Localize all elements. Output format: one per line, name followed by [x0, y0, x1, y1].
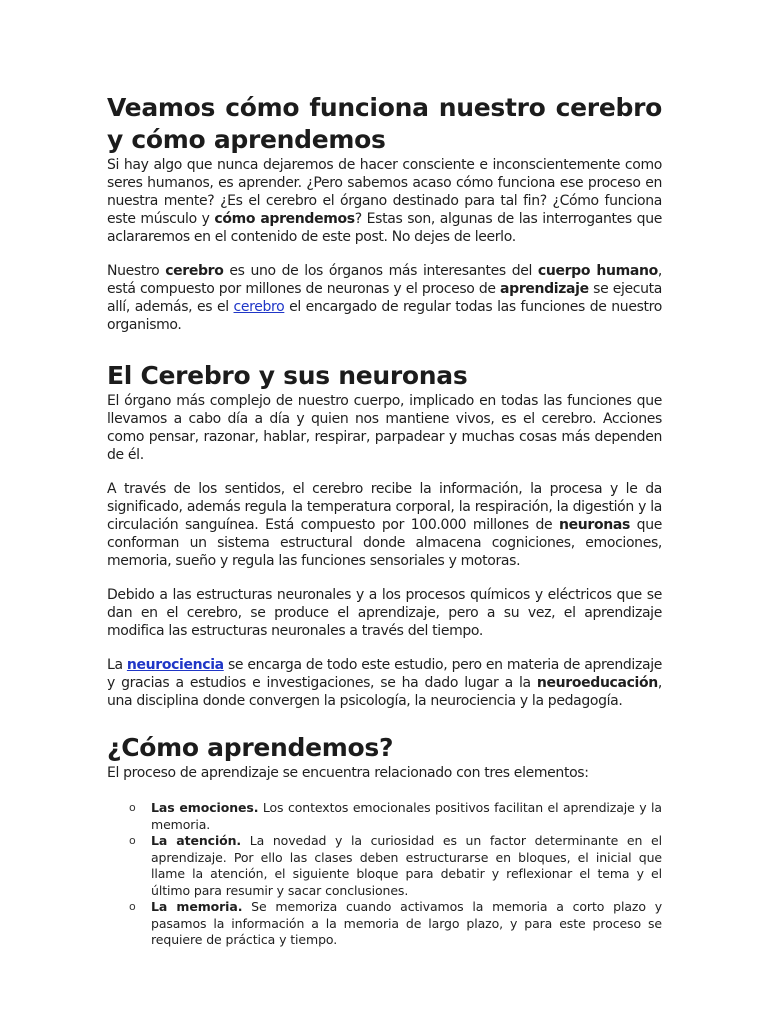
section1-paragraph-2 — [107, 480, 662, 570]
section1-paragraph-3: Debido a las estructuras neuronales y a los procesos químicos y eléctricos que se dan en el cerebro, se produce el aprendizaje, pero a su vez, el aprendizaje modifica las estructuras neuronales a través del tiempo. — [107, 587, 662, 639]
text-span: se encarga de todo este estudio, pero en materia de aprendizaje y gracias a estudios e investigaciones, se ha dado lugar a la — [107, 657, 662, 691]
item-text: Los contextos emocionales positivos facilitan el aprendizaje y la memoria. — [151, 800, 662, 832]
item-text: Se memoriza cuando activamos la memoria a corto plazo y pasamos la información a la memoria de largo plazo, y para este proceso se requiere de práctica y tiempo. — [151, 899, 663, 947]
section-heading-cerebro: El Cerebro y sus neuronas — [107, 361, 468, 390]
section1-paragraph-1: El órgano más complejo de nuestro cuerpo, implicado en todas las funciones que llevamos a cabo día a día y quien nos mantiene vivos, es el cerebro. Acciones como pensar, razonar, hablar, respirar, parpadear y muchas cosas más dependen de él. — [107, 393, 662, 463]
text-span: , está compuesto por millones de neuronas y el proceso de — [107, 263, 662, 297]
text-span: A través de los sentidos, el cerebro recibe la información, la procesa y le da significado, además regula la temperatura corporal, la respiración, la digestión y la circulación sanguínea. Está compuesto por 100.000 millones de — [107, 481, 662, 533]
text-span: , una disciplina donde convergen la psicología, la neurociencia y la pedagogía. — [107, 675, 662, 709]
text-span: se ejecuta allí, además, es el — [107, 281, 663, 315]
text-span: el encargado de regular todas las funciones de nuestro organismo. — [107, 299, 662, 333]
bold-text: cómo aprendemos — [214, 211, 355, 227]
list-item — [129, 899, 662, 949]
bold-text: neuronas — [559, 517, 630, 533]
neurociencia-link[interactable]: neurociencia — [126, 657, 224, 673]
bullet-icon: o — [129, 900, 136, 913]
text-span: ? Estas son, algunas de las interrogantes que aclararemos en el contenido de este post. No dejes de leerlo. — [107, 211, 662, 245]
text-span: es uno de los órganos más interesantes del — [223, 263, 538, 279]
section2-paragraph-1: El proceso de aprendizaje se encuentra relacionado con tres elementos: — [107, 765, 589, 781]
text-span: Si hay algo que nunca dejaremos de hacer consciente e inconscientemente como seres humanos, es aprender. ¿Pero sabemos acaso cómo funciona ese proceso en nuestra mente? ¿Es el cerebro el órgano destinado para tal fin? ¿Cómo funciona este músculo y — [107, 157, 662, 227]
spacer — [107, 464, 662, 480]
article-title: Veamos cómo funciona nuestro cerebro y cómo aprendemos — [107, 93, 662, 154]
bold-text: cerebro — [165, 263, 224, 279]
bullet-icon: o — [129, 834, 136, 847]
spacer — [107, 640, 662, 656]
article-body — [107, 92, 662, 949]
list-item — [129, 833, 662, 899]
item-label: Las emociones. — [151, 800, 259, 815]
bold-text: neuroeducación — [536, 675, 658, 691]
spacer — [107, 570, 662, 586]
item-label: La memoria. — [151, 899, 243, 914]
text-span: que conforman un sistema estructural donde almacena cogniciones, emociones, memoria, sueño y regula las funciones sensoriales y motoras. — [107, 517, 662, 569]
bullet-icon: o — [129, 801, 136, 814]
bold-text: cuerpo humano — [537, 263, 658, 279]
bold-text: aprendizaje — [500, 281, 589, 297]
item-label: La atención. — [151, 833, 242, 848]
section1-paragraph-4 — [107, 656, 662, 710]
intro-paragraph-1 — [107, 156, 662, 246]
list-item — [129, 800, 662, 833]
section-heading-aprendemos: ¿Cómo aprendemos? — [107, 733, 394, 762]
intro-paragraph-2 — [107, 262, 662, 334]
text-span: Nuestro — [107, 263, 166, 279]
spacer — [107, 246, 662, 262]
item-text: La novedad y la curiosidad es un factor determinante en el aprendizaje. Por ello las clases deben estructurarse en bloques, el inicial que llame la atención, el siguiente bloque para debatir y reflexionar el tema y el último para resumir y sacar conclusiones. — [151, 833, 662, 898]
elements-list — [129, 800, 662, 949]
text-span: La — [107, 657, 127, 673]
cerebro-link[interactable]: cerebro — [233, 299, 285, 315]
